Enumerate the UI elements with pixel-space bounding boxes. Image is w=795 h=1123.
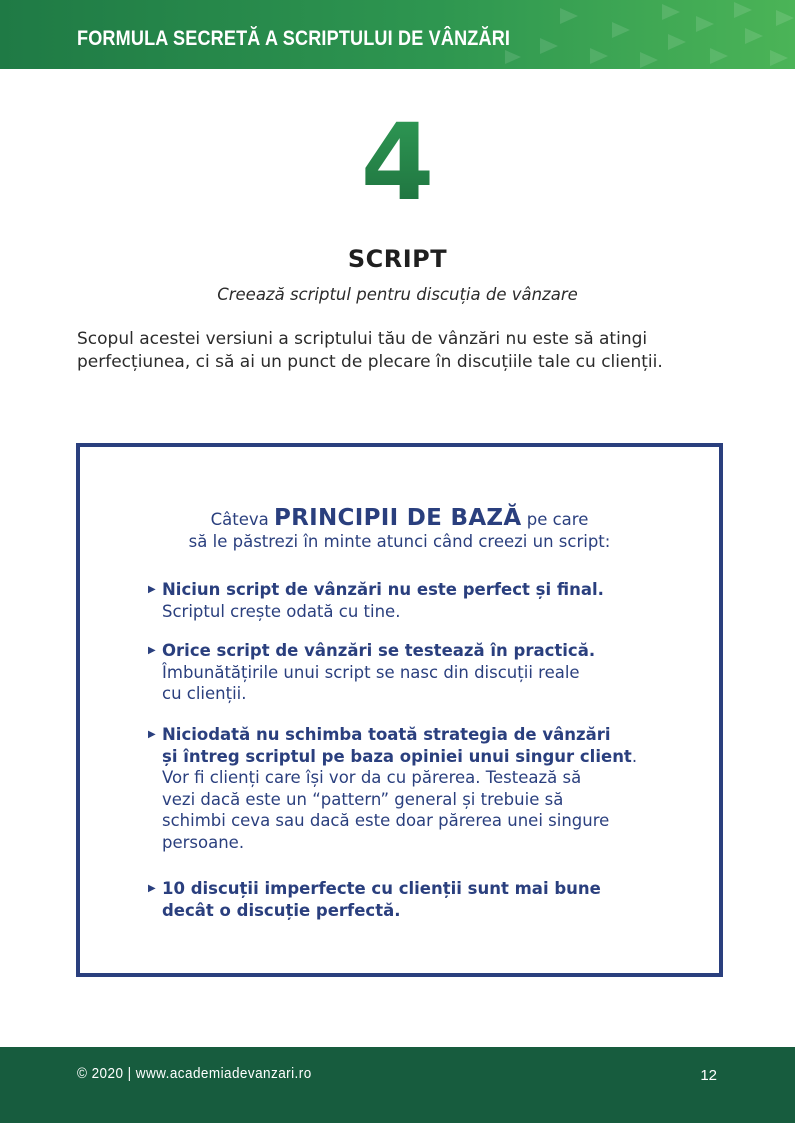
section-title: SCRIPT xyxy=(347,245,448,273)
principle-bold: 10 discuții imperfecte cu clienții sunt mai bune xyxy=(162,879,601,898)
principle-bold: Niciodată nu schimba toată strategia de vânzări xyxy=(162,725,611,744)
footer-copyright: © 2020 | www.academiadevanzari.ro xyxy=(77,1065,312,1082)
principle-text: schimbi ceva sau dacă este doar părerea unei singure xyxy=(162,811,610,830)
step-number: 4 xyxy=(0,108,795,218)
principle-bold: decât o discuție perfectă. xyxy=(162,900,401,920)
principle-item xyxy=(148,878,688,921)
section-subtitle: Creează scriptul pentru discuția de vânzare xyxy=(217,285,578,304)
principle-text: persoane. xyxy=(162,832,245,852)
principle-item xyxy=(148,724,688,853)
triangle-bullet-icon: ▶ xyxy=(148,645,156,656)
principle-text: Scriptul crește odată cu tine. xyxy=(162,601,401,621)
principle-text: cu clienții. xyxy=(162,684,247,703)
principles-suffix: pe care xyxy=(521,510,589,529)
principle-bold: Orice script de vânzări se testează în practică. xyxy=(162,641,596,660)
principles-highlight: PRINCIPII DE BAZĂ xyxy=(273,505,522,531)
principle-item xyxy=(148,579,688,622)
principle-text: vezi dacă este un “pattern” general și trebuie să xyxy=(162,789,564,809)
principle-item xyxy=(148,640,688,705)
page-footer xyxy=(0,1047,795,1123)
triangle-bullet-icon: ▶ xyxy=(148,883,156,894)
principle-bold: Niciun script de vânzări nu este perfect și final. xyxy=(162,580,604,599)
header-title: FORMULA SECRETĂ A SCRIPTULUI DE VÂNZĂRI xyxy=(77,27,511,50)
triangle-bullet-icon: ▶ xyxy=(148,584,156,595)
principles-heading xyxy=(80,507,719,553)
intro-line: Scopul acestei versiuni a scriptului tău de vânzări nu este să atingi xyxy=(77,329,648,349)
page-number: 12 xyxy=(700,1067,717,1084)
intro-paragraph xyxy=(77,328,727,374)
principles-box xyxy=(76,443,723,977)
principle-bold: și întreg scriptul pe baza opiniei unui singur client xyxy=(162,746,632,766)
page-header xyxy=(0,0,795,69)
intro-line: perfecțiunea, ci să ai un punct de plecare în discuțiile tale cu clienții. xyxy=(77,352,663,372)
principles-prefix: Câteva xyxy=(210,510,274,529)
principles-subline: să le păstrezi în minte atunci când creezi un script: xyxy=(188,532,611,551)
principle-text: Îmbunătățirile unui script se nasc din discuții reale xyxy=(162,662,580,682)
principle-bold-trailer: . xyxy=(631,746,638,766)
principle-text: Vor fi clienți care își vor da cu părerea. Testează să xyxy=(162,768,582,787)
triangle-bullet-icon: ▶ xyxy=(148,729,156,740)
